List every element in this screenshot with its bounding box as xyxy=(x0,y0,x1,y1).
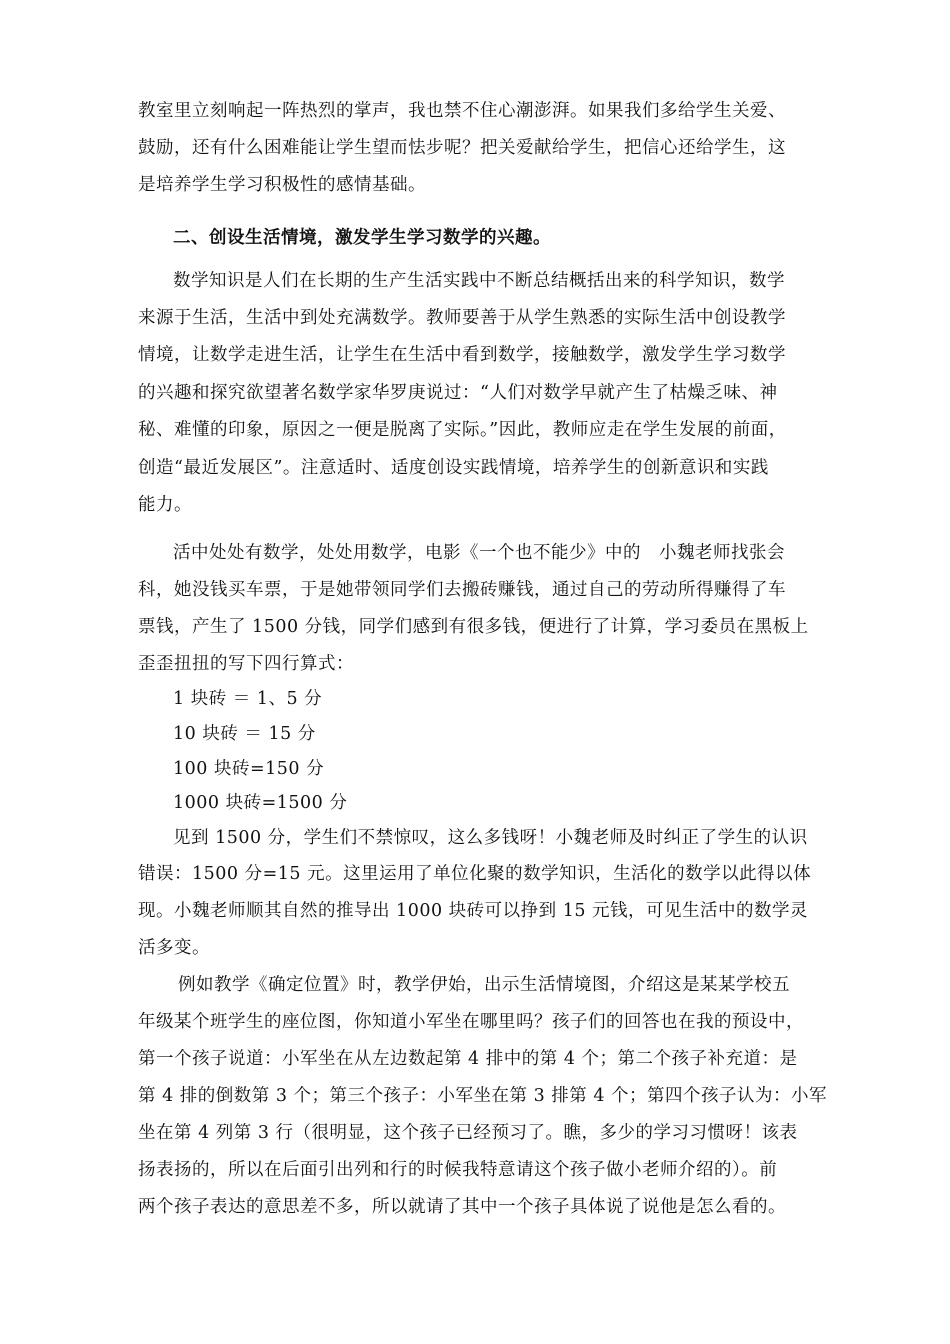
text-line: 情境，让数学走进生活，让学生在生活中看到数学，接触数学，激发学生学习数学 xyxy=(138,345,786,365)
text-line: 第一个孩子说道：小军坐在从左边数起第 4 排中的第 4 个；第二个孩子补充道：是 xyxy=(138,1049,798,1069)
text-line: 的兴趣和探究欲望著名数学家华罗庚说过：“人们对数学早就产生了枯燥乏味、神 xyxy=(138,383,778,403)
text-line: 鼓励，还有什么困难能让学生望而怯步呢？把关爱献给学生，把信心还给学生，这 xyxy=(138,138,786,158)
equation-line: 10 块砖 ＝ 15 分 xyxy=(173,724,316,744)
text-line: 第 4 排的倒数第 3 个；第三个孩子：小军坐在第 3 排第 4 个；第四个孩子认为：小军 xyxy=(138,1086,828,1106)
text-line: 科，她没钱买车票，于是她带领同学们去搬砖赚钱，通过自己的劳动所得赚得了车 xyxy=(138,580,786,600)
text-line: 错误：1500 分=15 元。这里运用了单位化聚的数学知识，生活化的数学以此得以体 xyxy=(138,864,812,884)
equation-line: 1 块砖 ＝ 1、5 分 xyxy=(173,689,323,709)
text-line: 能力。 xyxy=(138,495,192,515)
text-line: 是培养学生学习积极性的感情基础。 xyxy=(138,175,426,195)
text-line: 数学知识是人们在长期的生产生活实践中不断总结概括出来的科学知识，数学 xyxy=(173,271,785,291)
text-line: 坐在第 4 列第 3 行（很明显，这个孩子已经预习了。瞧，多少的学习习惯呀！该表 xyxy=(138,1123,798,1143)
text-line: 来源于生活，生活中到处充满数学。教师要善于从学生熟悉的实际生活中创设教学 xyxy=(138,308,786,328)
text-line: 活多变。 xyxy=(138,938,210,958)
text-line: 教室里立刻响起一阵热烈的掌声，我也禁不住心潮澎湃。如果我们多给学生关爱、 xyxy=(138,101,786,121)
text-line: 秘、难懂的印象，原因之一便是脱离了实际。”因此，教师应走在学生发展的前面， xyxy=(138,420,787,440)
equation-line: 1000 块砖=1500 分 xyxy=(173,793,348,813)
text-line: 年级某个班学生的座位图，你知道小军坐在哪里吗？孩子们的回答也在我的预设中， xyxy=(138,1012,804,1032)
text-line: 票钱，产生了 1500 分钱，同学们感到有很多钱，便进行了计算，学习委员在黑板上 xyxy=(138,617,809,637)
text-line: 扬表扬的，所以在后面引出列和行的时候我特意请这个孩子做小老师介绍的）。前 xyxy=(138,1160,778,1180)
text-line: 例如教学《确定位置》时，教学伊始，出示生活情境图，介绍这是某某学校五 xyxy=(178,975,790,995)
text-line: 活中处处有数学，处处用数学，电影《一个也不能少》中的 小魏老师找张会 xyxy=(173,543,785,563)
text-line: 歪歪扭扭的写下四行算式： xyxy=(138,654,354,674)
text-line: 两个孩子表达的意思差不多，所以就请了其中一个孩子具体说了说他是怎么看的。 xyxy=(138,1197,786,1217)
text-line: 创造“最近发展区”。注意适时、适度创设实践情境，培养学生的创新意识和实践 xyxy=(138,458,769,478)
text-line: 现。小魏老师顺其自然的推导出 1000 块砖可以挣到 15 元钱，可见生活中的数学灵 xyxy=(138,901,809,921)
text-line: 见到 1500 分，学生们不禁惊叹，这么多钱呀！小魏老师及时纠正了学生的认识 xyxy=(173,828,808,848)
section-heading: 二、创设生活情境，激发学生学习数学的兴趣。 xyxy=(173,228,551,248)
equation-line: 100 块砖=150 分 xyxy=(173,759,325,779)
